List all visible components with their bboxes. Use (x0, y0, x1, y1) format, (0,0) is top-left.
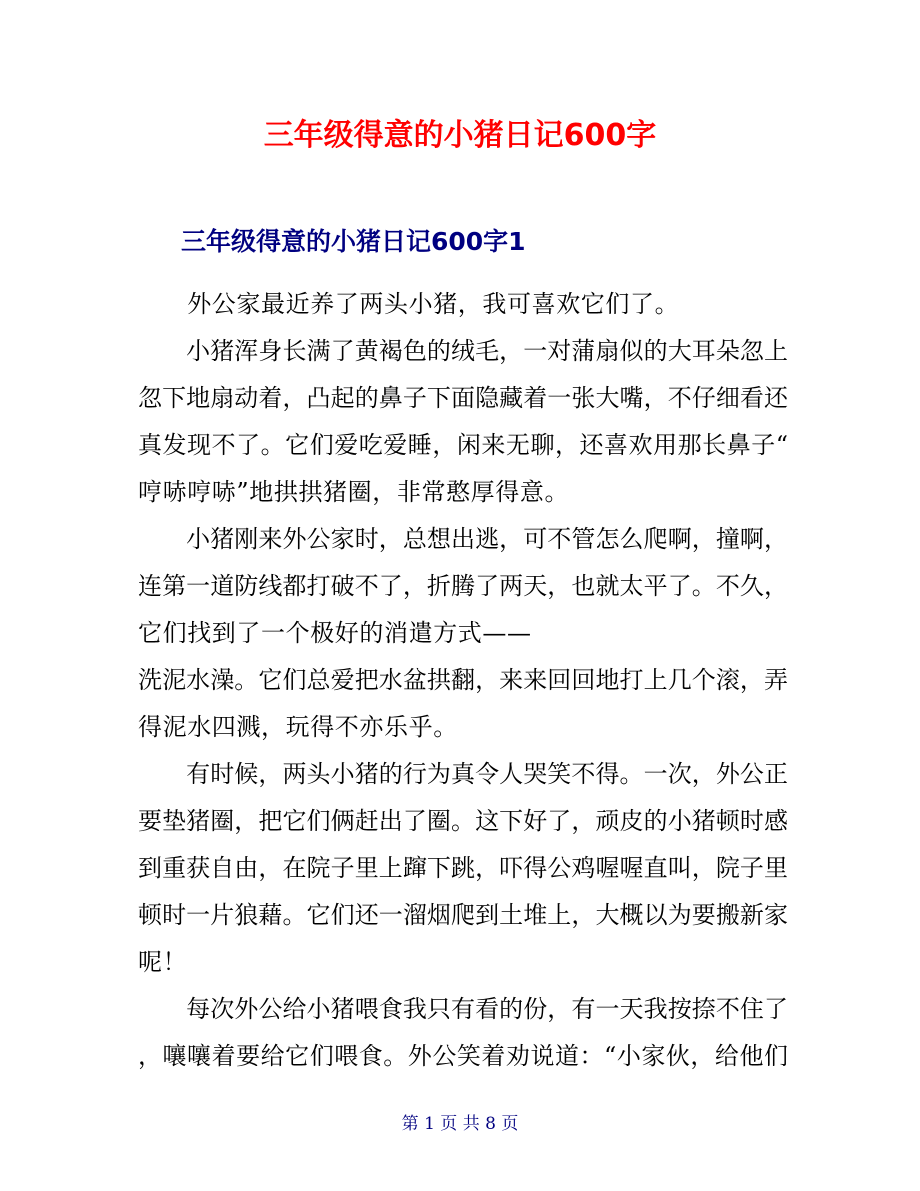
section-heading: 三年级得意的小猪日记600字1 (181, 227, 526, 256)
body-line: 小猪浑身长满了黄褐色的绒毛，一对蒲扇似的大耳朵忽上 (138, 337, 788, 365)
body-line: 每次外公给小猪喂食我只有看的份，有一天我按捺不住了 (138, 995, 788, 1023)
body-line: 忽下地扇动着，凸起的鼻子下面隐藏着一张大嘴，不仔细看还 (138, 384, 788, 412)
body-line: 顿时一片狼藉。它们还一溜烟爬到土堆上，大概以为要搬新家 (138, 901, 788, 929)
body-line: 它们找到了一个极好的消遣方式—— (138, 619, 532, 647)
body-line: 得泥水四溅，玩得不亦乐乎。 (138, 713, 458, 741)
body-line: 哼哧哼哧”地拱拱猪圈，非常憨厚得意。 (138, 478, 570, 506)
body-line: ，嚷嚷着要给它们喂食。外公笑着劝说道：“小家伙，给他们 (138, 1042, 788, 1070)
body-line: 到重获自由，在院子里上蹿下跳，吓得公鸡喔喔直叫，院子里 (138, 854, 788, 882)
body-line: 真发现不了。它们爱吃爱睡，闲来无聊，还喜欢用那长鼻子“ (138, 431, 788, 459)
body-line: 有时候，两头小猪的行为真令人哭笑不得。一次，外公正 (138, 760, 788, 788)
document-title: 三年级得意的小猪日记600字 (263, 118, 657, 153)
body-line: 要垫猪圈，把它们俩赶出了圈。这下好了，顽皮的小猪顿时感 (138, 807, 788, 835)
body-line: 外公家最近养了两头小猪，我可喜欢它们了。 (138, 290, 680, 318)
page-footer: 第 1 页 共 8 页 (401, 1114, 519, 1134)
body-line: 小猪刚来外公家时，总想出逃，可不管怎么爬啊，撞啊， (138, 525, 788, 553)
body-line: 呢！ (138, 948, 188, 976)
body-line: 洗泥水澡。它们总爱把水盆拱翻，来来回回地打上几个滚，弄 (138, 666, 788, 694)
body-line: 连第一道防线都打破不了，折腾了两天，也就太平了。不久， (138, 572, 788, 600)
